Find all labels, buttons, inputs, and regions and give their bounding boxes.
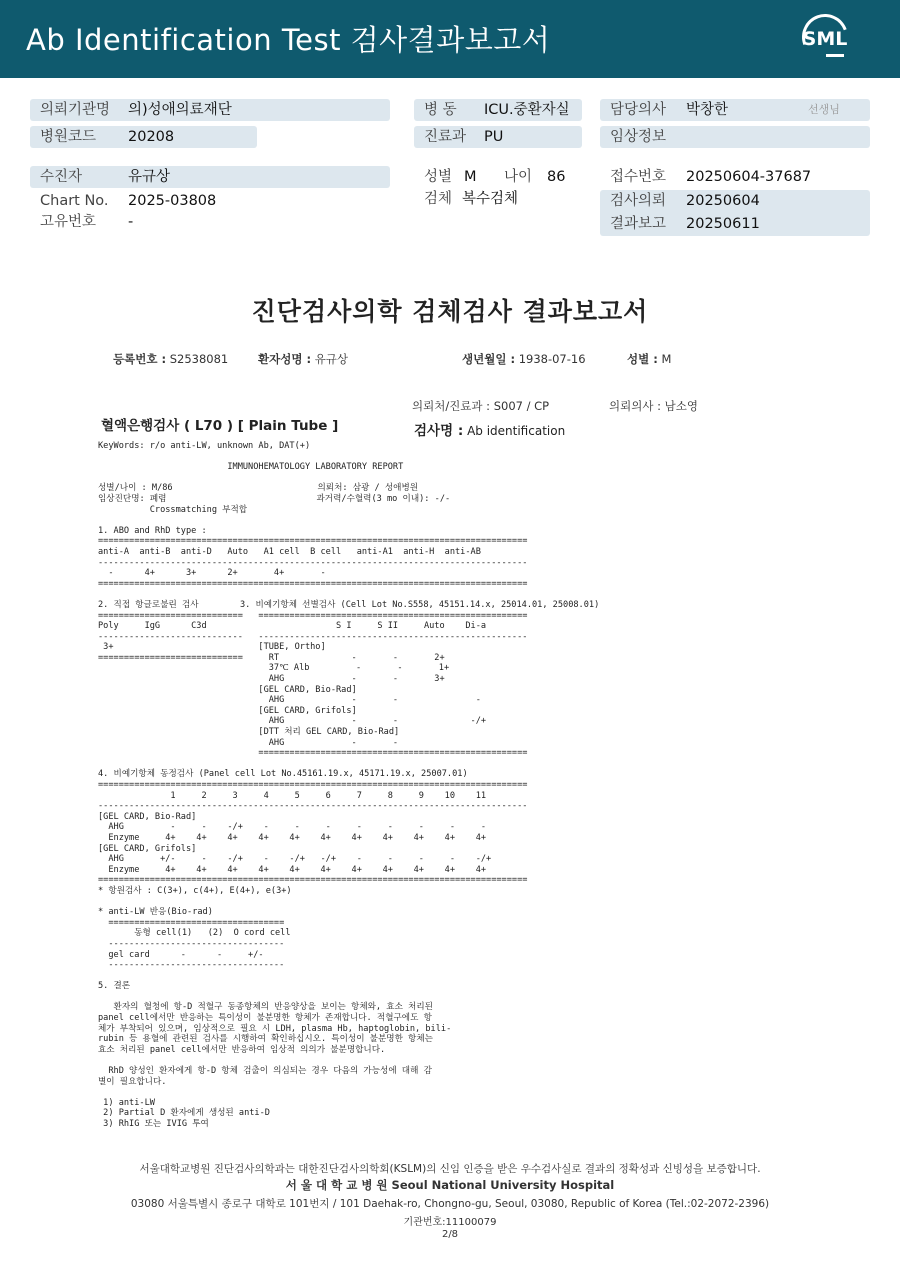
patient-name xyxy=(258,351,348,367)
sex-label: 성별 xyxy=(424,169,453,185)
footer-agency: 기관번호:11100079 xyxy=(403,1217,497,1228)
request-value: 20250604 xyxy=(686,193,760,209)
test-name xyxy=(414,419,565,439)
report-value: 20250611 xyxy=(686,216,760,232)
clinical-row xyxy=(600,126,870,148)
birth-date xyxy=(462,351,586,367)
reg-value: S2538081 xyxy=(169,352,229,366)
header-bar xyxy=(0,0,900,78)
page-number: 2/8 xyxy=(441,1229,459,1240)
clinical-label: 임상정보 xyxy=(610,129,667,145)
institution-value: 의)성애의료재단 xyxy=(128,102,232,118)
sex-age-row xyxy=(414,166,594,188)
footer-hospital: 서 울 대 학 교 병 원 Seoul National University Hospital xyxy=(285,1178,615,1192)
dept-row xyxy=(414,126,582,148)
code-row xyxy=(30,126,257,148)
ward-label: 병 동 xyxy=(424,102,457,118)
specimen-label: 검체 xyxy=(424,191,453,207)
footer-address: 03080 서울특별시 종로구 대학로 101번지 / 101 Daehak-ro, Chongno-gu, Seoul, 03080, Republic of Korea (Tel.:02-2072-2396) xyxy=(130,1198,770,1210)
request-doctor xyxy=(609,398,698,414)
reg-label: 등록번호 : xyxy=(113,352,167,366)
institution-label: 의뢰기관명 xyxy=(40,102,111,118)
page-title: Ab Identification Test 검사결과보고서 xyxy=(26,23,551,57)
receipt-value: 20250604-37687 xyxy=(686,169,812,185)
sex-value: M xyxy=(464,169,477,185)
report-title: 진단검사의학 검체검사 결과보고서 xyxy=(251,297,649,326)
institution-row xyxy=(30,99,390,121)
doctor-label: 담당의사 xyxy=(610,102,667,118)
request-dept xyxy=(412,398,549,414)
request-doctor-value: 남소영 xyxy=(664,399,698,413)
code-label: 병원코드 xyxy=(40,129,97,145)
doctor-row xyxy=(600,99,870,121)
ward-value: ICU.중환자실 xyxy=(484,102,570,118)
specimen-value: 복수검체 xyxy=(462,191,519,207)
receipt-row xyxy=(600,166,870,188)
patient-row xyxy=(30,166,390,188)
unique-value: - xyxy=(128,214,134,230)
name-label: 환자성명 : xyxy=(258,352,312,366)
doctor-suffix: 선생님 xyxy=(808,103,840,116)
patient-value: 유규상 xyxy=(128,169,171,185)
specimen-row xyxy=(414,188,594,210)
test-value: Ab identification xyxy=(467,424,566,438)
logo-text: SML xyxy=(802,28,848,50)
chart-label: Chart No. xyxy=(40,193,109,209)
test-label: 검사명 : xyxy=(414,423,464,439)
report-body: KeyWords: r/o anti-LW, unknown Ab, DAT(+) IMMUNOHEMATOLOGY LABORATORY REPORT 성별/나이 : M/86 의뢰처: 삼광 / 성애병원 임상진단명: 폐렴 과거력/수혈력(3 mo 이내): -/- Crossmatching 부적합 1. ABO and RhD type : =================================================================================== anti-A anti-B anti-D Auto A1 cell B cell anti-A1 anti-H anti-AB ----------------------------------------------------------------------------------- - 4+ 3+ 2+ 4+ - =================================================================================== 2. 직접 항글로불린 검사 3. 비예기항체 선별검사 (Cell Lot No.S558, 45151.14.x, 25014.01, 25008.01) ============================ ==================================================== Poly IgG C3d S I S II Auto Di-a ---------------------------- ---------------------------------------------------- 3+ [TUBE, Ortho] ============================ RT - - 2+ 37℃ Alb - - 1+ AHG - - 3+ [GEL CARD, Bio-Rad] AHG - - - [GEL CARD, Grifols] AHG - - -/+ [DTT 처리 GEL CARD, Bio-Rad] AHG - - ==================================================== 4. 비예기항체 동정검사 (Panel cell Lot No.45161.19.x, 45171.19.x, 25007.01) =================================================================================== 1 2 3 4 5 6 7 8 9 10 11 ----------------------------------------------------------------------------------- [GEL CARD, Bio-Rad] AHG - - -/+ - - - - - - - - Enzyme 4+ 4+ 4+ 4+ 4+ 4+ 4+ 4+ 4+ 4+ 4+ [GEL CARD, Grifols] AHG +/- - -/+ - -/+ -/+ - - - - -/+ Enzyme 4+ 4+ 4+ 4+ 4+ 4+ 4+ 4+ 4+ 4+ 4+ =================================================================================== * 항원검사 : C(3+), c(4+), E(4+), e(3+) * anti-LW 반응(Bio-rad) ================================== 동형 cell(1) (2) O cord cell ---------------------------------- gel card - - +/- ---------------------------------- 5. 결론 환자의 혈청에 항-D 적혈구 동종항체의 반응양상을 보이는 항체와, 효소 처리된 panel cell에서만 반응하는 특이성이 불분명한 항체가 존재합니다. 적혈구에도 항 체가 부착되어 있으며, 임상적으로 필요 시 LDH, plasma Hb, haptoglobin, bili- rubin 등 용혈에 관련된 검사를 시행하여 확인하십시오. 특이성이 불분명한 항체는 효소 처리된 panel cell에서만 반응하여 임상적 의의가 불분명합니다. RhD 양성인 환자에게 항-D 항체 검출이 의심되는 경우 다음의 가능성에 대해 감 별이 필요합니다. 1) anti-LW 2) Partial D 환자에게 생성된 anti-D 3) RhIG 또는 IVIG 투여 xyxy=(98,441,600,1129)
dept-label: 진료과 xyxy=(424,129,467,145)
patient-label: 수진자 xyxy=(40,169,83,185)
logo-underline xyxy=(826,54,844,57)
report-sex-value: M xyxy=(661,352,672,366)
dob-value: 1938-07-16 xyxy=(518,352,586,366)
unique-label: 고유번호 xyxy=(40,214,97,230)
request-doctor-label: 의뢰의사 : xyxy=(609,399,661,413)
ward-row xyxy=(414,99,582,121)
age-label: 나이 xyxy=(504,169,533,185)
report-sex xyxy=(627,351,671,367)
age-value: 86 xyxy=(547,169,566,185)
name-value: 유규상 xyxy=(314,352,349,366)
request-label: 검사의뢰 xyxy=(610,193,667,209)
code-value: 20208 xyxy=(128,129,175,145)
request-dept-value: S007 / CP xyxy=(493,399,550,413)
dept-value: PU xyxy=(484,129,504,145)
dob-label: 생년월일 : xyxy=(462,352,516,366)
chart-value: 2025-03808 xyxy=(128,193,217,209)
reg-number xyxy=(113,351,228,367)
report-sex-label: 성별 : xyxy=(627,352,658,366)
section-heading: 혈액은행검사 ( L70 ) [ Plain Tube ] xyxy=(101,418,339,434)
chart-row xyxy=(30,190,390,212)
report-label: 결과보고 xyxy=(610,216,667,232)
sml-logo xyxy=(796,12,854,66)
request-dept-label: 의뢰처/진료과 : xyxy=(412,399,491,413)
unique-row xyxy=(30,211,230,233)
footer-certification: 서울대학교병원 진단검사의학과는 대한진단검사의학회(KSLM)의 신임 인증을 받은 우수검사실로 결과의 정확성과 신빙성을 보증합니다. xyxy=(139,1163,761,1175)
receipt-label: 접수번호 xyxy=(610,169,667,185)
doctor-value: 박창한 xyxy=(686,102,729,118)
request-report-block xyxy=(600,190,870,236)
